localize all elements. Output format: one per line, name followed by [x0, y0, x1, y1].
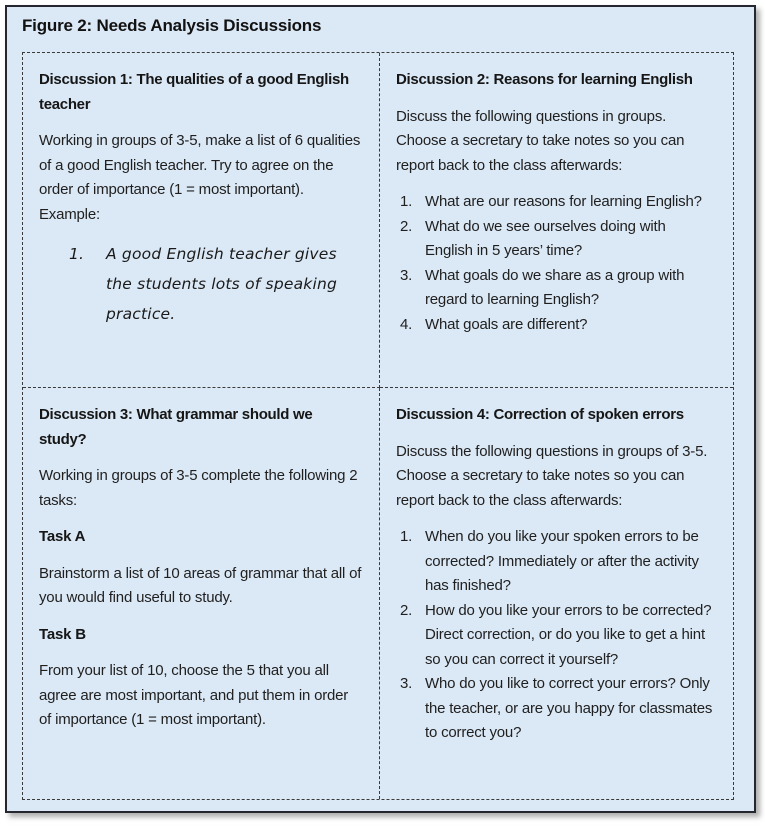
- question-number: 4.: [400, 315, 413, 333]
- question-number: 1.: [400, 193, 413, 210]
- discussion-4-cell: [380, 388, 733, 799]
- figure-frame: [5, 5, 756, 813]
- discussion-1-heading: Discussion 1: The qualities of a good English teacher: [39, 71, 349, 113]
- discussion-3-cell: [23, 388, 380, 799]
- question-number: 1.: [400, 528, 413, 545]
- discussion-2-intro: Discuss the following questions in groups. Choose a secretary to take notes so you can report back to the class afterwards:: [396, 107, 685, 174]
- discussion-4-intro: Discuss the following questions in groups of 3-5. Choose a secretary to take notes so you can report back to the class afterwards:: [396, 442, 708, 509]
- figure-caption: Figure 2: Needs Analysis Discussions: [22, 16, 322, 35]
- question-number: 2.: [400, 601, 413, 619]
- example-text: A good English teacher gives the students lots of speaking practice.: [106, 245, 338, 323]
- task-a-text: Brainstorm a list of 10 areas of grammar that all of you would find useful to study.: [39, 564, 362, 606]
- discussion-3-body: Working in groups of 3-5 complete the following 2 tasks:: [39, 467, 358, 509]
- discussion-2-cell: [380, 53, 733, 388]
- question-item: [400, 264, 717, 313]
- discussion-2-question-list: [400, 190, 717, 337]
- question-item: [400, 313, 717, 338]
- question-number: 3.: [400, 675, 413, 692]
- discussion-1-cell: [23, 53, 380, 388]
- question-item: [400, 525, 717, 599]
- question-text: What do we see ourselves doing with English in 5 years’ time?: [425, 217, 666, 259]
- question-item: [400, 672, 717, 746]
- discussion-grid: [22, 52, 734, 800]
- question-number: 2.: [400, 217, 413, 235]
- question-item: [400, 215, 717, 264]
- discussion-4-question-list: [400, 525, 717, 746]
- question-text: Who do you like to correct your errors? Only the teacher, or are you happy for classmates to correct you?: [425, 675, 713, 741]
- question-text: What goals do we share as a group with regard to learning English?: [425, 266, 685, 308]
- question-text: How do you like your errors to be corrected? Direct correction, or do you like to get a hint so you can correct it yourself?: [425, 601, 712, 668]
- discussion-4-heading: Discussion 4: Correction of spoken errors: [396, 406, 684, 423]
- discussion-3-heading: Discussion 3: What grammar should we study?: [39, 406, 313, 448]
- task-b-text: From your list of 10, choose the 5 that you all agree are most important, and put them in order of importance (1 = most important).: [39, 662, 349, 728]
- question-item: [400, 599, 717, 673]
- question-number: 3.: [400, 266, 413, 284]
- task-b-label: Task B: [39, 625, 86, 643]
- question-text: What goals are different?: [425, 315, 588, 333]
- task-a-label: Task A: [39, 528, 86, 545]
- discussion-2-heading: Discussion 2: Reasons for learning English: [396, 71, 693, 88]
- question-item: [400, 190, 717, 215]
- example-number: 1.: [69, 245, 85, 263]
- discussion-1-example: [69, 239, 363, 329]
- question-text: When do you like your spoken errors to be corrected? Immediately or after the activity has finished?: [425, 528, 699, 594]
- question-text: What are our reasons for learning English?: [425, 193, 702, 210]
- discussion-1-body: Working in groups of 3-5, make a list of 6 qualities of a good English teacher. Try to agree on the order of importance (1 = most important). Example:: [39, 132, 361, 223]
